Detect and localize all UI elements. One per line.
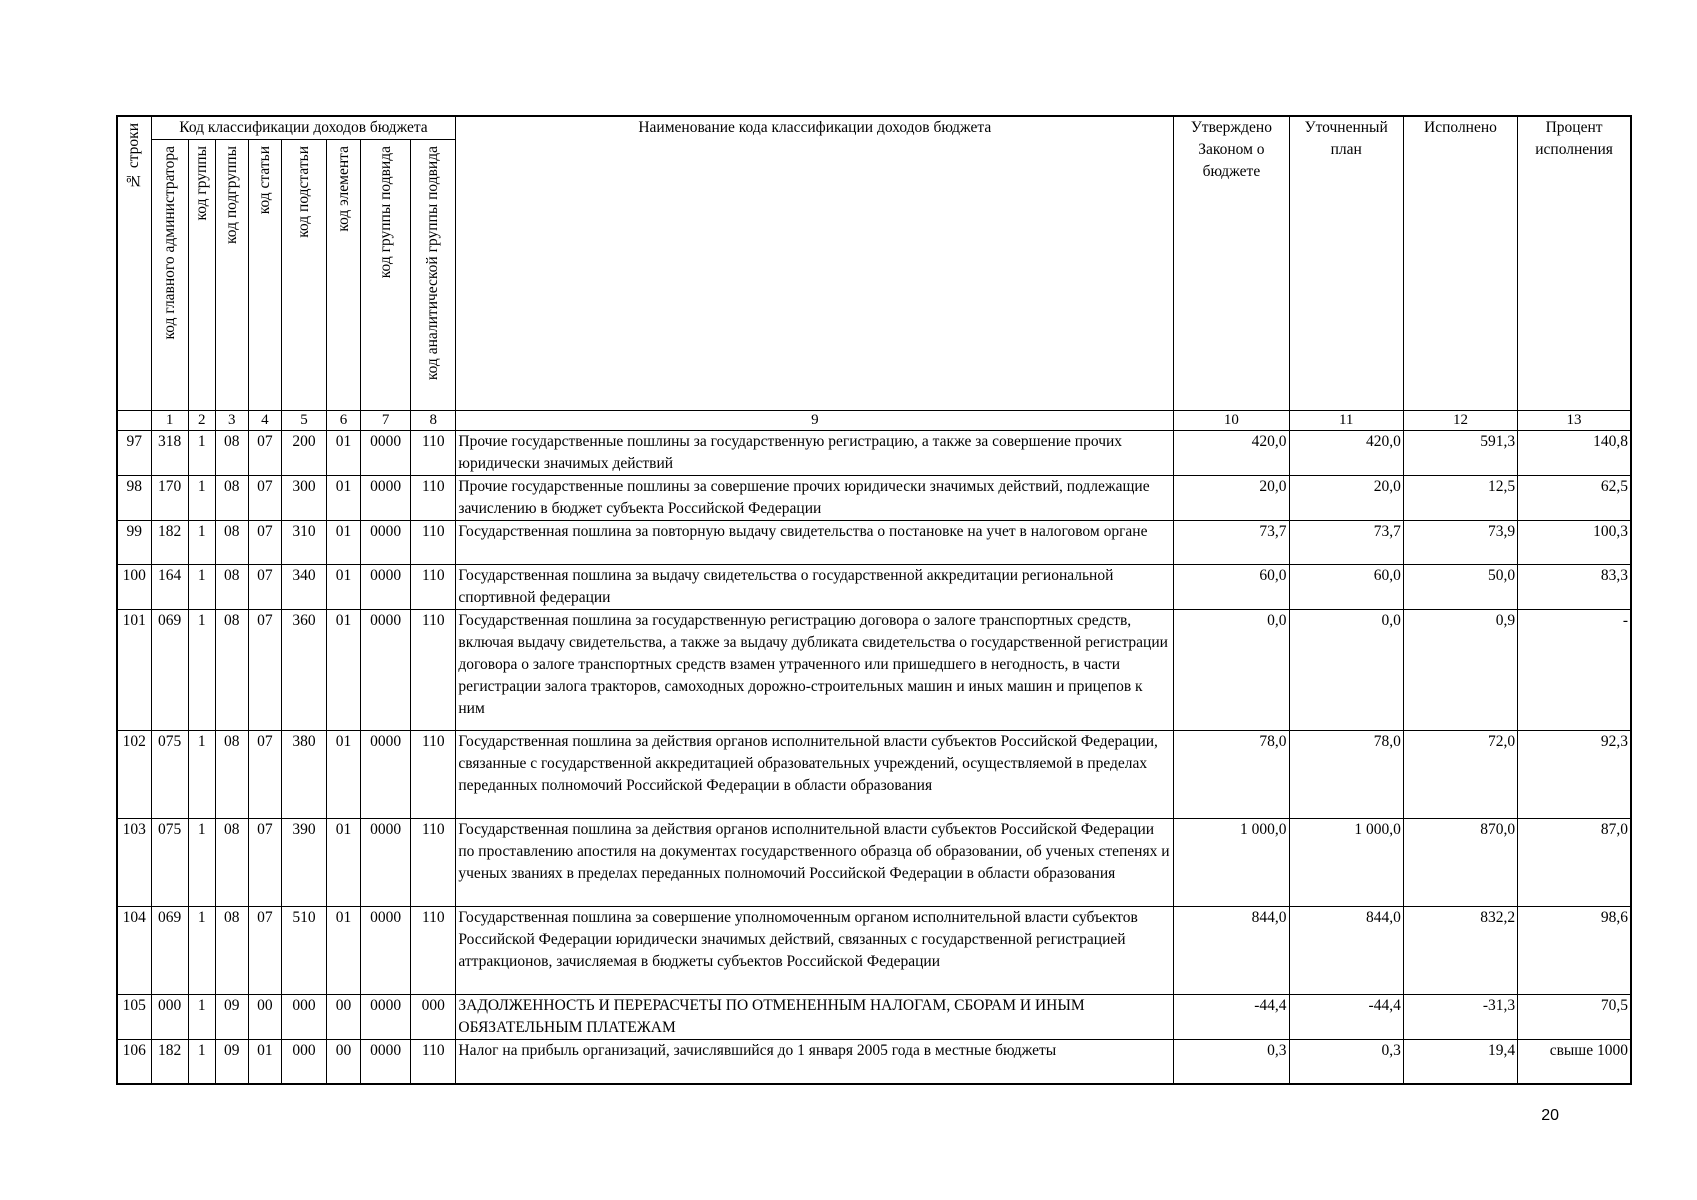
table-row <box>117 521 1631 565</box>
column-number: 4 <box>248 411 281 431</box>
cell-code-element: 01 <box>327 431 361 476</box>
cell-code-subkind-group: 0000 <box>361 731 411 819</box>
cell-row-no: 104 <box>117 907 151 995</box>
table-row <box>117 610 1631 731</box>
cell-row-no: 102 <box>117 731 151 819</box>
cell-code-article: 07 <box>248 431 281 476</box>
cell-code-subarticle: 340 <box>281 565 326 610</box>
table-row <box>117 476 1631 521</box>
cell-code-admin: 075 <box>151 819 188 907</box>
cell-code-subgroup: 08 <box>215 610 248 731</box>
cell-code-element: 01 <box>327 521 361 565</box>
cell-refined-plan: 0,3 <box>1289 1040 1403 1084</box>
cell-row-no: 97 <box>117 431 151 476</box>
cell-name: Прочие государственные пошлины за государственную регистрацию, а также за совершение прочих юридически значимых действий <box>456 431 1174 476</box>
cell-executed: 0,9 <box>1403 610 1517 731</box>
cell-code-subarticle: 000 <box>281 995 326 1040</box>
cell-code-subgroup: 09 <box>215 1040 248 1084</box>
cell-code-article: 00 <box>248 995 281 1040</box>
cell-row-no: 99 <box>117 521 151 565</box>
cell-code-article: 07 <box>248 610 281 731</box>
cell-approved: 420,0 <box>1174 431 1289 476</box>
cell-code-article: 07 <box>248 907 281 995</box>
cell-code-subkind-group: 0000 <box>361 995 411 1040</box>
header-refined-plan: Уточненный план <box>1289 116 1403 411</box>
cell-code-admin: 069 <box>151 610 188 731</box>
cell-code-group: 1 <box>188 476 215 521</box>
header-approved: Утверждено Законом о бюджете <box>1174 116 1289 411</box>
cell-row-no: 101 <box>117 610 151 731</box>
cell-code-admin: 318 <box>151 431 188 476</box>
cell-percent: свыше 1000 <box>1518 1040 1631 1084</box>
cell-code-article: 07 <box>248 565 281 610</box>
cell-refined-plan: 73,7 <box>1289 521 1403 565</box>
cell-code-article: 01 <box>248 1040 281 1084</box>
cell-approved: 78,0 <box>1174 731 1289 819</box>
cell-approved: 1 000,0 <box>1174 819 1289 907</box>
header-code-group: код группы <box>188 140 215 411</box>
column-number: 12 <box>1403 411 1517 431</box>
header-percent: Процент исполнения <box>1518 116 1631 411</box>
cell-code-subkind-group: 0000 <box>361 521 411 565</box>
cell-code-subgroup: 08 <box>215 476 248 521</box>
column-number: 11 <box>1289 411 1403 431</box>
cell-code-analytic-group: 110 <box>411 476 456 521</box>
cell-code-subkind-group: 0000 <box>361 610 411 731</box>
cell-code-subkind-group: 0000 <box>361 565 411 610</box>
budget-revenue-table <box>116 115 1632 1085</box>
header-code-article: код статьи <box>248 140 281 411</box>
cell-code-subgroup: 09 <box>215 995 248 1040</box>
cell-code-element: 01 <box>327 907 361 995</box>
column-number: 6 <box>327 411 361 431</box>
cell-code-element: 01 <box>327 565 361 610</box>
column-number: 2 <box>188 411 215 431</box>
cell-code-analytic-group: 110 <box>411 907 456 995</box>
cell-percent: 62,5 <box>1518 476 1631 521</box>
cell-approved: 73,7 <box>1174 521 1289 565</box>
cell-code-subarticle: 510 <box>281 907 326 995</box>
cell-code-subkind-group: 0000 <box>361 907 411 995</box>
cell-percent: 98,6 <box>1518 907 1631 995</box>
cell-code-article: 07 <box>248 476 281 521</box>
cell-code-admin: 075 <box>151 731 188 819</box>
cell-code-element: 01 <box>327 476 361 521</box>
table-row <box>117 1040 1631 1084</box>
cell-code-subgroup: 08 <box>215 565 248 610</box>
cell-code-analytic-group: 110 <box>411 565 456 610</box>
header-code-analytic-group: код аналитической группы подвида <box>411 140 456 411</box>
cell-name: Прочие государственные пошлины за совершение прочих юридически значимых действий, подлежащие зачислению в бюджет субъекта Российской Федерации <box>456 476 1174 521</box>
cell-refined-plan: 0,0 <box>1289 610 1403 731</box>
table-row <box>117 565 1631 610</box>
column-number: 8 <box>411 411 456 431</box>
cell-code-analytic-group: 110 <box>411 431 456 476</box>
cell-code-admin: 000 <box>151 995 188 1040</box>
cell-code-analytic-group: 110 <box>411 521 456 565</box>
cell-code-subkind-group: 0000 <box>361 476 411 521</box>
cell-executed: -31,3 <box>1403 995 1517 1040</box>
cell-code-subarticle: 300 <box>281 476 326 521</box>
table-row <box>117 995 1631 1040</box>
cell-executed: 50,0 <box>1403 565 1517 610</box>
cell-code-subarticle: 310 <box>281 521 326 565</box>
cell-code-group: 1 <box>188 1040 215 1084</box>
cell-code-subgroup: 08 <box>215 819 248 907</box>
cell-row-no: 105 <box>117 995 151 1040</box>
column-number: 9 <box>456 411 1174 431</box>
cell-approved: -44,4 <box>1174 995 1289 1040</box>
cell-code-element: 01 <box>327 731 361 819</box>
table-row <box>117 819 1631 907</box>
column-number: 3 <box>215 411 248 431</box>
page-number: 20 <box>1541 1107 1559 1124</box>
cell-code-group: 1 <box>188 431 215 476</box>
cell-code-admin: 069 <box>151 907 188 995</box>
cell-code-group: 1 <box>188 819 215 907</box>
column-number: 5 <box>281 411 326 431</box>
cell-percent: 140,8 <box>1518 431 1631 476</box>
cell-approved: 844,0 <box>1174 907 1289 995</box>
cell-name: Государственная пошлина за государственную регистрацию договора о залоге транспортных средств, включая выдачу свидетельства, а также за выдачу дубликата свидетельства о государственной регистрации договора о залоге транспортных средств взамен утраченного или пришедшего в негодность, в части регистрации залога тракторов, самоходных дорожно-строительных машин и иных машин и прицепов к ним <box>456 610 1174 731</box>
cell-refined-plan: 60,0 <box>1289 565 1403 610</box>
header-classification-group: Код классификации доходов бюджета <box>151 116 456 140</box>
cell-executed: 12,5 <box>1403 476 1517 521</box>
cell-code-subgroup: 08 <box>215 431 248 476</box>
cell-code-analytic-group: 000 <box>411 995 456 1040</box>
cell-code-group: 1 <box>188 907 215 995</box>
table-row <box>117 731 1631 819</box>
column-number: 1 <box>151 411 188 431</box>
cell-code-element: 01 <box>327 819 361 907</box>
cell-code-subarticle: 360 <box>281 610 326 731</box>
cell-code-analytic-group: 110 <box>411 1040 456 1084</box>
cell-executed: 870,0 <box>1403 819 1517 907</box>
cell-code-subgroup: 08 <box>215 907 248 995</box>
table-row <box>117 431 1631 476</box>
cell-code-article: 07 <box>248 819 281 907</box>
cell-code-subarticle: 200 <box>281 431 326 476</box>
cell-code-admin: 170 <box>151 476 188 521</box>
cell-code-group: 1 <box>188 995 215 1040</box>
cell-code-subarticle: 390 <box>281 819 326 907</box>
cell-percent: - <box>1518 610 1631 731</box>
cell-executed: 73,9 <box>1403 521 1517 565</box>
cell-row-no: 100 <box>117 565 151 610</box>
header-code-subgroup: код подгруппы <box>215 140 248 411</box>
column-number: 7 <box>361 411 411 431</box>
cell-code-element: 00 <box>327 1040 361 1084</box>
cell-executed: 19,4 <box>1403 1040 1517 1084</box>
cell-code-group: 1 <box>188 731 215 819</box>
cell-code-article: 07 <box>248 731 281 819</box>
cell-percent: 87,0 <box>1518 819 1631 907</box>
column-number: 13 <box>1518 411 1631 431</box>
header-row-no: № строки <box>117 116 151 411</box>
cell-code-analytic-group: 110 <box>411 731 456 819</box>
cell-code-subkind-group: 0000 <box>361 431 411 476</box>
cell-executed: 832,2 <box>1403 907 1517 995</box>
cell-percent: 70,5 <box>1518 995 1631 1040</box>
cell-code-group: 1 <box>188 521 215 565</box>
cell-code-subarticle: 000 <box>281 1040 326 1084</box>
cell-name: Государственная пошлина за действия органов исполнительной власти субъектов Российской Федерации, связанные с государственной аккредитацией образовательных учреждений, осуществляемой в пределах переданных полномочий Российской Федерации в области образования <box>456 731 1174 819</box>
cell-approved: 0,0 <box>1174 610 1289 731</box>
cell-code-element: 01 <box>327 610 361 731</box>
cell-executed: 591,3 <box>1403 431 1517 476</box>
cell-code-subarticle: 380 <box>281 731 326 819</box>
cell-refined-plan: 1 000,0 <box>1289 819 1403 907</box>
cell-refined-plan: 420,0 <box>1289 431 1403 476</box>
cell-percent: 100,3 <box>1518 521 1631 565</box>
cell-code-admin: 182 <box>151 521 188 565</box>
cell-refined-plan: 78,0 <box>1289 731 1403 819</box>
column-number-blank <box>117 411 151 431</box>
cell-code-subgroup: 08 <box>215 731 248 819</box>
cell-code-admin: 182 <box>151 1040 188 1084</box>
cell-code-analytic-group: 110 <box>411 610 456 731</box>
cell-code-subkind-group: 0000 <box>361 819 411 907</box>
cell-name: Государственная пошлина за совершение уполномоченным органом исполнительной власти субъектов Российской Федерации юридически значимых действий, связанных с государственной регистрацией аттракционов, зачисляемая в бюджеты субъектов Российской Федерации <box>456 907 1174 995</box>
cell-code-group: 1 <box>188 565 215 610</box>
cell-refined-plan: -44,4 <box>1289 995 1403 1040</box>
cell-row-no: 103 <box>117 819 151 907</box>
cell-percent: 92,3 <box>1518 731 1631 819</box>
header-executed: Исполнено <box>1403 116 1517 411</box>
cell-code-subkind-group: 0000 <box>361 1040 411 1084</box>
cell-name: Государственная пошлина за действия органов исполнительной власти субъектов Российской Федерации по проставлению апостиля на документах государственного образца об образовании, об ученых степенях и ученых званиях в пределах переданных полномочий Российской Федерации в области образования <box>456 819 1174 907</box>
column-number: 10 <box>1174 411 1289 431</box>
cell-executed: 72,0 <box>1403 731 1517 819</box>
column-number-row <box>117 411 1631 431</box>
cell-name: Государственная пошлина за выдачу свидетельства о государственной аккредитации региональной спортивной федерации <box>456 565 1174 610</box>
cell-approved: 0,3 <box>1174 1040 1289 1084</box>
cell-approved: 60,0 <box>1174 565 1289 610</box>
header-code-element: код элемента <box>327 140 361 411</box>
cell-approved: 20,0 <box>1174 476 1289 521</box>
cell-code-analytic-group: 110 <box>411 819 456 907</box>
cell-code-admin: 164 <box>151 565 188 610</box>
cell-name: Государственная пошлина за повторную выдачу свидетельства о постановке на учет в налоговом органе <box>456 521 1174 565</box>
header-code-subarticle: код подстатьи <box>281 140 326 411</box>
cell-refined-plan: 844,0 <box>1289 907 1403 995</box>
cell-refined-plan: 20,0 <box>1289 476 1403 521</box>
cell-code-subgroup: 08 <box>215 521 248 565</box>
cell-row-no: 98 <box>117 476 151 521</box>
cell-name: Налог на прибыль организаций, зачислявшийся до 1 января 2005 года в местные бюджеты <box>456 1040 1174 1084</box>
cell-percent: 83,3 <box>1518 565 1631 610</box>
cell-row-no: 106 <box>117 1040 151 1084</box>
header-name: Наименование кода классификации доходов бюджета <box>456 116 1174 411</box>
table-row <box>117 907 1631 995</box>
header-code-subkind-group: код группы подвида <box>361 140 411 411</box>
cell-code-element: 00 <box>327 995 361 1040</box>
header-code-admin: код главного администратора <box>151 140 188 411</box>
cell-name: ЗАДОЛЖЕННОСТЬ И ПЕРЕРАСЧЕТЫ ПО ОТМЕНЕННЫМ НАЛОГАМ, СБОРАМ И ИНЫМ ОБЯЗАТЕЛЬНЫМ ПЛАТЕЖАМ <box>456 995 1174 1040</box>
cell-code-group: 1 <box>188 610 215 731</box>
cell-code-article: 07 <box>248 521 281 565</box>
